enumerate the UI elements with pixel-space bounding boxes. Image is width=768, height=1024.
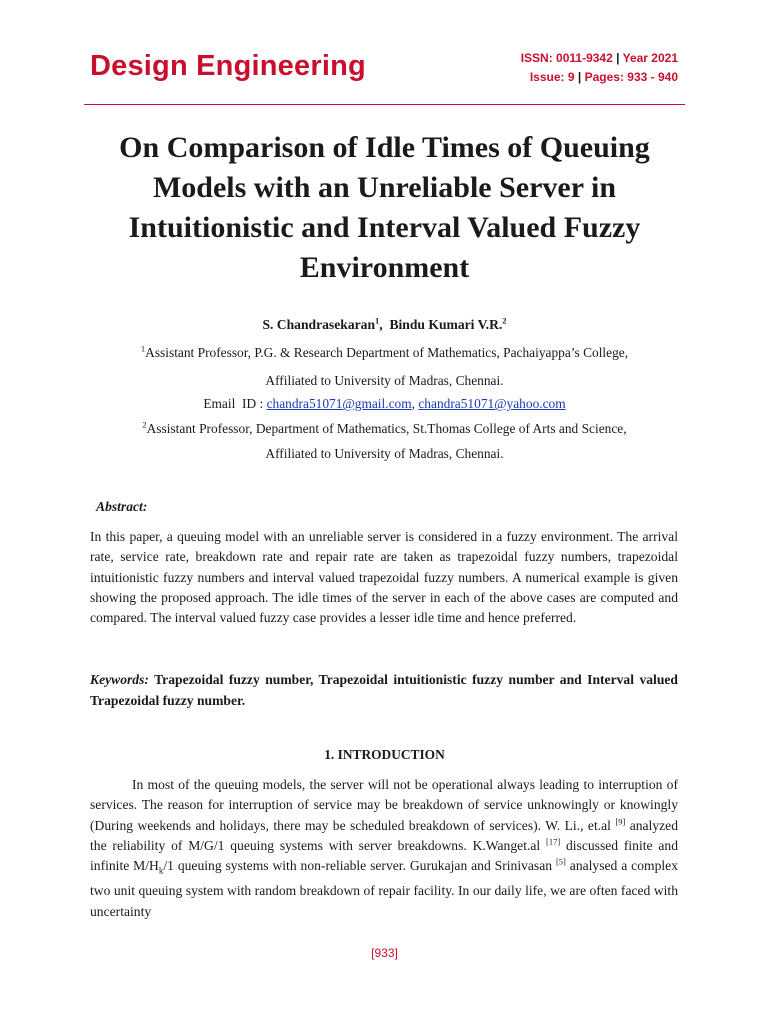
affiliation-1-line-1	[84, 345, 685, 361]
citation: [5]	[555, 856, 566, 867]
issn-line	[521, 49, 678, 68]
issue-line	[521, 68, 678, 87]
title-line: Intuitionistic and Interval Valued Fuzzy	[128, 211, 641, 244]
affiliation-1-line-2: Affiliated to University of Madras, Chennai.	[265, 373, 504, 388]
email-link-yahoo[interactable]: chandra51071@yahoo.com	[418, 396, 566, 411]
author-1-sup: 1	[375, 315, 380, 326]
introduction-paragraph	[90, 775, 678, 922]
page-number: [933]	[371, 946, 398, 960]
aff-2-text: Assistant Professor, Department of Mathematics, St.Thomas College of Arts and Science,	[146, 421, 627, 436]
affiliation-2-line-1	[84, 421, 685, 437]
email-separator: ,	[411, 396, 419, 411]
intro-text: In most of the queuing models, the server will not be operational always leading to interruption of services. The reason for interruption of service may be breakdown of service unknowingly or knowingly (During weekends and holidays, there may be scheduled breakdown of services). W. Li., et.al	[90, 777, 678, 833]
year: Year 2021	[622, 51, 678, 65]
keywords-label: Keywords:	[90, 672, 149, 687]
title-line: Environment	[299, 251, 470, 284]
author-2-sup: 2	[502, 315, 507, 326]
email-link-gmail[interactable]: chandra51071@gmail.com	[266, 396, 412, 411]
pages: Pages: 933 - 940	[584, 70, 678, 84]
section-heading-introduction: 1. INTRODUCTION	[324, 747, 445, 762]
affiliation-2-line-2: Affiliated to University of Madras, Chennai.	[265, 446, 504, 461]
intro-text: analysed a complex two unit queuing system with random breakdown of repair facility. In our daily life, we are often faced with uncertainty	[90, 858, 678, 919]
keywords-text: Trapezoidal fuzzy number, Trapezoidal intuitionistic fuzzy number and Interval valued Trapezoidal fuzzy number.	[90, 672, 678, 708]
keywords	[90, 670, 678, 711]
intro-text: discussed finite and infinite M/H	[90, 837, 678, 874]
header-rule	[84, 104, 685, 105]
separator: |	[577, 70, 582, 84]
paper-title	[84, 128, 685, 288]
abstract-text: In this paper, a queuing model with an unreliable server is considered in a fuzzy environment. The arrival rate, service rate, breakdown rate and repair rate are taken as trapezoidal fuzzy numbers, trapezoidal intuitionistic fuzzy numbers and interval valued trapezoidal fuzzy numbers. A numerical example is given showing the proposed approach. The idle times of the server in each of the above cases are computed and compared. The interval valued fuzzy case provides a lesser idle time and hence preferred.	[90, 529, 678, 626]
authors	[84, 317, 685, 333]
citation: [17]	[545, 836, 561, 847]
subscript-k: k	[158, 865, 164, 876]
intro-text: analyzed the reliability of M/G/1 queuing systems with server breakdowns. K.Wanget.al	[90, 817, 678, 853]
issn: ISSN: 0011-9342	[520, 51, 613, 65]
author-1: S. Chandrasekaran	[262, 317, 376, 332]
author-separator: ,	[379, 317, 390, 332]
issn-block	[521, 49, 678, 87]
title-line: Models with an Unreliable Server in	[152, 171, 617, 204]
title-line: On Comparison of Idle Times of Queuing	[119, 131, 650, 164]
aff-2-sup: 2	[142, 419, 147, 430]
journal-name: Design Engineering	[90, 50, 366, 82]
intro-text: /1 queuing systems with non-reliable server. Gurukajan and Srinivasan	[163, 858, 556, 874]
issue: Issue: 9	[529, 70, 575, 84]
separator: |	[616, 51, 620, 65]
citation: [9]	[615, 816, 626, 827]
aff-1-sup: 1	[140, 343, 146, 354]
email-label: Email ID :	[203, 396, 267, 411]
abstract-heading: Abstract:	[96, 499, 148, 514]
aff-1-text: Assistant Professor, P.G. & Research Department of Mathematics, Pachaiyappa’s College,	[145, 345, 629, 360]
author-2: Bindu Kumari V.R.	[389, 317, 503, 332]
email-line	[84, 396, 685, 412]
